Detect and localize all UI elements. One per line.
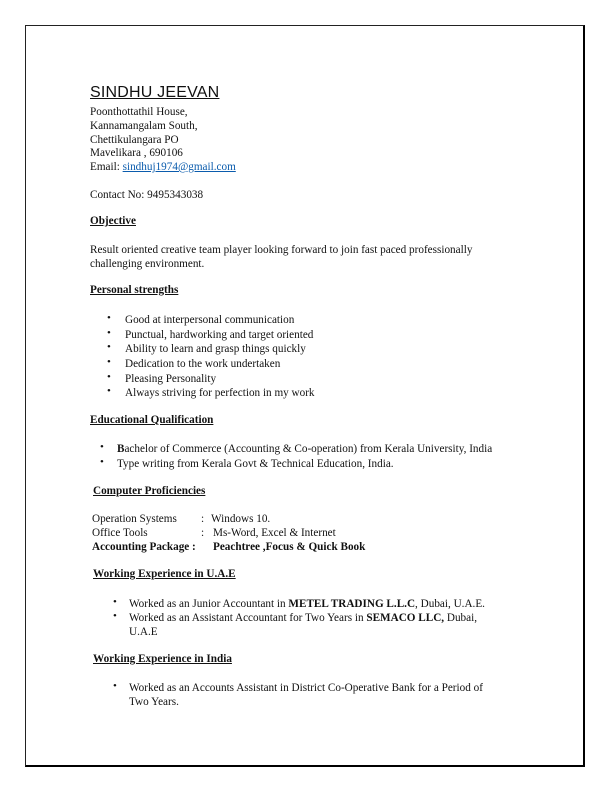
education-item-1-text: achelor of Commerce (Accounting & Co-operation) from Kerala University, India <box>124 443 493 455</box>
objective-line-2: challenging environment. <box>90 258 205 270</box>
bullet-icon: • <box>107 371 111 383</box>
objective-line-1: Result oriented creative team player looking forward to join fast paced professionally <box>90 244 473 256</box>
email-link[interactable]: sindhuj1974@gmail.com <box>122 161 236 173</box>
email-line <box>90 160 236 175</box>
bullet-icon: • <box>113 680 117 692</box>
computer-heading: Computer Proficiencies <box>93 485 206 497</box>
uae-item-2-continued: U.A.E <box>129 626 158 638</box>
education-heading: Educational Qualification <box>90 414 214 426</box>
office-separator: : <box>201 527 205 539</box>
os-label: Operation Systems <box>92 513 177 525</box>
uae-item-1-text: Worked as an Junior Accountant in <box>129 598 289 610</box>
education-item-2: Type writing from Kerala Govt & Technical Education, India. <box>117 458 394 470</box>
accounting-label: Accounting Package : <box>92 541 196 553</box>
bullet-icon: • <box>107 341 111 353</box>
india-item-1: Worked as an Accounts Assistant in District Co-Operative Bank for a Period of <box>129 682 483 694</box>
bullet-icon: • <box>107 356 111 368</box>
bullet-icon: • <box>107 327 111 339</box>
uae-item-2-location: Dubai, <box>444 612 478 624</box>
uae-item-2-company: SEMACO LLC, <box>366 612 445 624</box>
strength-item: Pleasing Personality <box>125 373 217 385</box>
address-line-3: Chettikulangara PO <box>90 134 179 146</box>
strength-item: Always striving for perfection in my work <box>125 387 315 399</box>
bullet-icon: • <box>107 312 111 324</box>
uae-item-1-company: METEL TRADING L.L.C <box>288 598 416 610</box>
address-line-2: Kannamangalam South, <box>90 120 198 132</box>
os-value: Windows 10. <box>211 513 271 525</box>
strength-item: Punctual, hardworking and target oriented <box>125 329 314 341</box>
india-item-1-continued: Two Years. <box>129 696 179 708</box>
strength-item: Good at interpersonal communication <box>125 314 295 326</box>
education-item-1-initial: B <box>117 443 125 455</box>
strength-item: Ability to learn and grasp things quickly <box>125 343 306 355</box>
uae-item-1 <box>129 597 485 612</box>
objective-heading: Objective <box>90 215 136 227</box>
bullet-icon: • <box>100 441 104 453</box>
email-label: Email: <box>90 161 120 173</box>
os-separator: : <box>201 513 205 525</box>
office-label: Office Tools <box>92 527 148 539</box>
bullet-icon: • <box>113 596 117 608</box>
strengths-heading: Personal strengths <box>90 284 179 296</box>
contact-number: Contact No: 9495343038 <box>90 189 204 201</box>
bullet-icon: • <box>107 385 111 397</box>
resume-name: SINDHU JEEVAN <box>90 84 220 101</box>
bullet-icon: • <box>100 456 104 468</box>
office-value: Ms-Word, Excel & Internet <box>213 527 336 539</box>
accounting-value: Peachtree ,Focus & Quick Book <box>213 541 366 553</box>
uae-item-1-location: , Dubai, U.A.E. <box>415 598 485 610</box>
address-line-1: Poonthottathil House, <box>90 106 188 118</box>
education-item-1 <box>117 442 492 457</box>
uae-heading: Working Experience in U.A.E <box>93 568 236 580</box>
uae-item-2 <box>129 611 477 626</box>
uae-item-2-text: Worked as an Assistant Accountant for Two Years in <box>129 612 367 624</box>
strength-item: Dedication to the work undertaken <box>125 358 281 370</box>
bullet-icon: • <box>113 610 117 622</box>
address-line-4: Mavelikara , 690106 <box>90 147 183 159</box>
india-heading: Working Experience in India <box>93 653 232 665</box>
